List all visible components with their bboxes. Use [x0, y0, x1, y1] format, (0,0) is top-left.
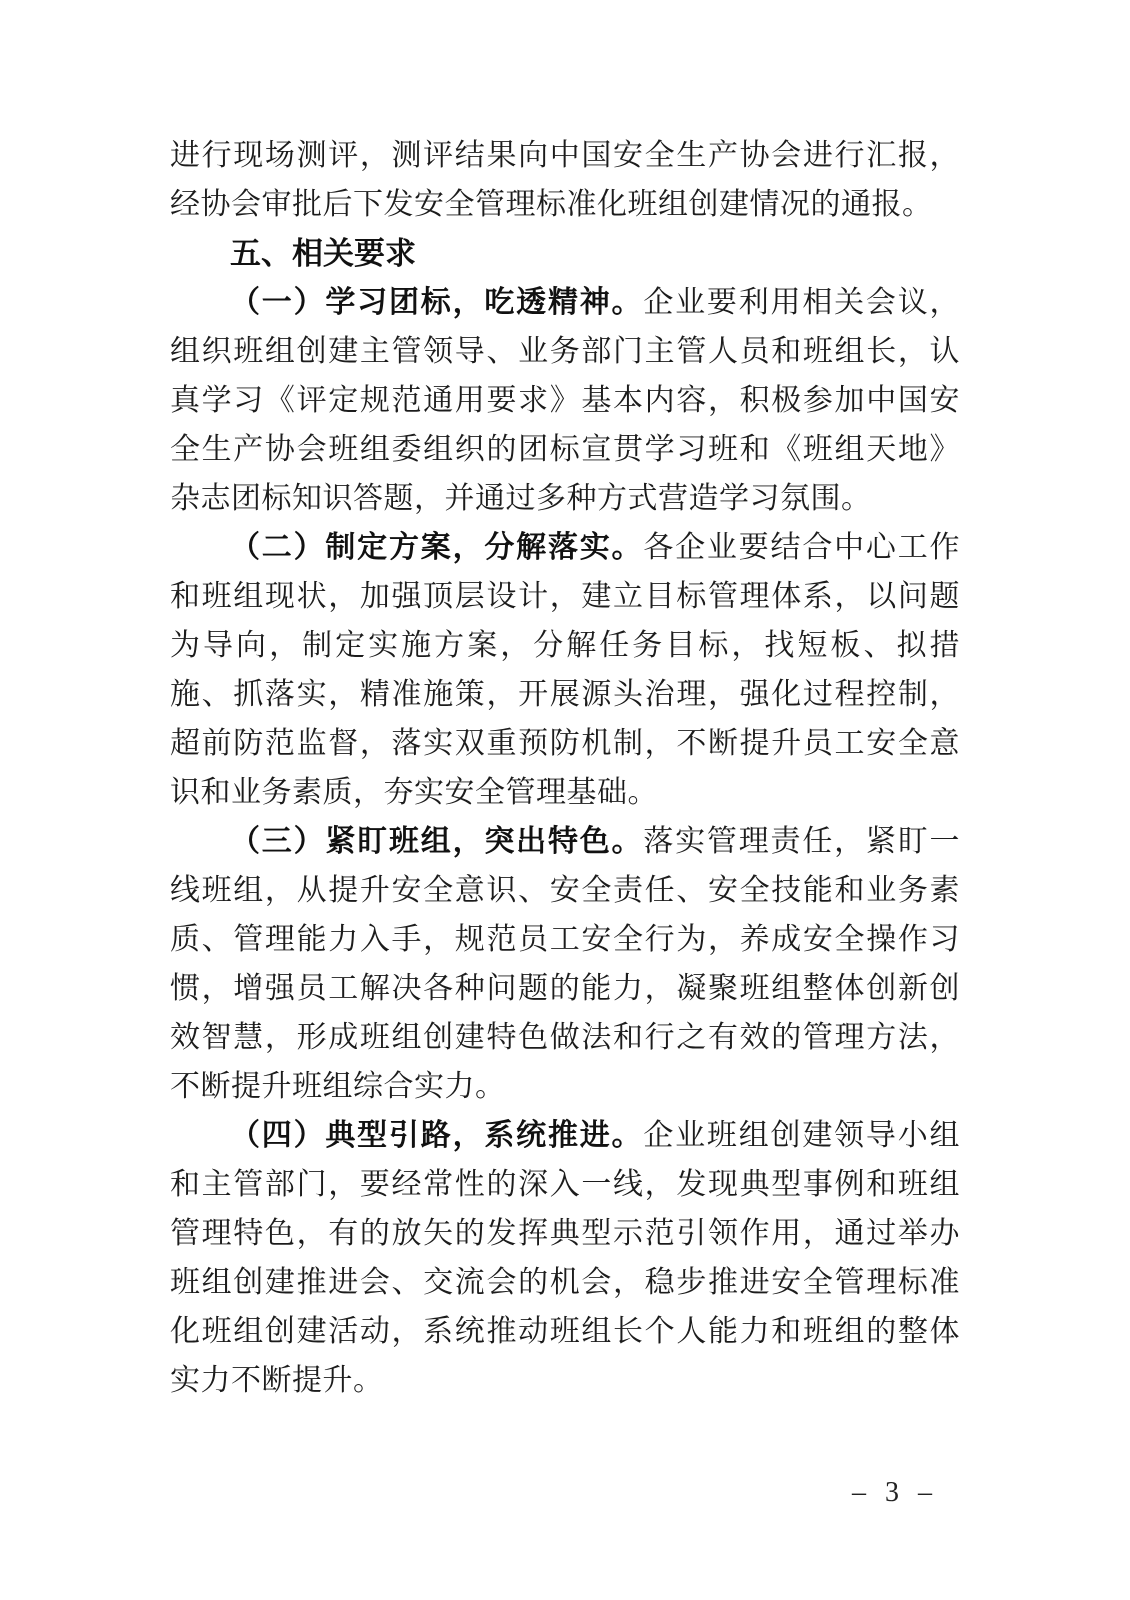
paragraph-continuation: 进行现场测评，测评结果向中国安全生产协会进行汇报，经协会审批后下发安全管理标准化班组创建情况的通报。 — [170, 139, 960, 221]
item-4-body: 企业班组创建领导小组和主管部门，要经常性的深入一线，发现典型事例和班组管理特色，有的放矢的发挥典型示范引领作用，通过举办班组创建推进会、交流会的机会，稳步推进安全管理标准化班组创建活动，系统推动班组长个人能力和班组的整体实力不断提升。 — [170, 1119, 961, 1397]
paragraph-item-1 — [170, 278, 960, 523]
paragraph-item-4 — [170, 1111, 960, 1405]
section-heading: 五、相关要求 — [230, 236, 416, 271]
item-3-body: 落实管理责任，紧盯一线班组，从提升安全意识、安全责任、安全技能和业务素质、管理能力入手，规范员工安全行为，养成安全操作习惯，增强员工解决各种问题的能力，凝聚班组整体创新创效智慧，形成班组创建特色做法和行之有效的管理方法，不断提升班组综合实力。 — [170, 825, 961, 1103]
item-1-lead: （一）学习团标，吃透精神。 — [230, 286, 644, 319]
item-2-lead: （二）制定方案，分解落实。 — [230, 531, 644, 564]
page-number: – 3 – — [852, 1477, 938, 1508]
item-2-body: 各企业要结合中心工作和班组现状，加强顶层设计，建立目标管理体系，以问题为导向，制定实施方案，分解任务目标，找短板、拟措施、抓落实，精准施策，开展源头治理，强化过程控制，超前防范监督，落实双重预防机制，不断提升员工安全意识和业务素质，夯实安全管理基础。 — [170, 531, 961, 809]
document-text-block — [170, 131, 960, 1405]
paragraph-item-3 — [170, 817, 960, 1111]
item-4-lead: （四）典型引路，系统推进。 — [230, 1119, 644, 1152]
item-3-lead: （三）紧盯班组，突出特色。 — [230, 825, 644, 858]
item-1-body: 企业要利用相关会议，组织班组创建主管领导、业务部门主管人员和班组长，认真学习《评定规范通用要求》基本内容，积极参加中国安全生产协会班组委组织的团标宣贯学习班和《班组天地》杂志团标知识答题，并通过多种方式营造学习氛围。 — [170, 286, 961, 515]
paragraph-item-2 — [170, 523, 960, 817]
